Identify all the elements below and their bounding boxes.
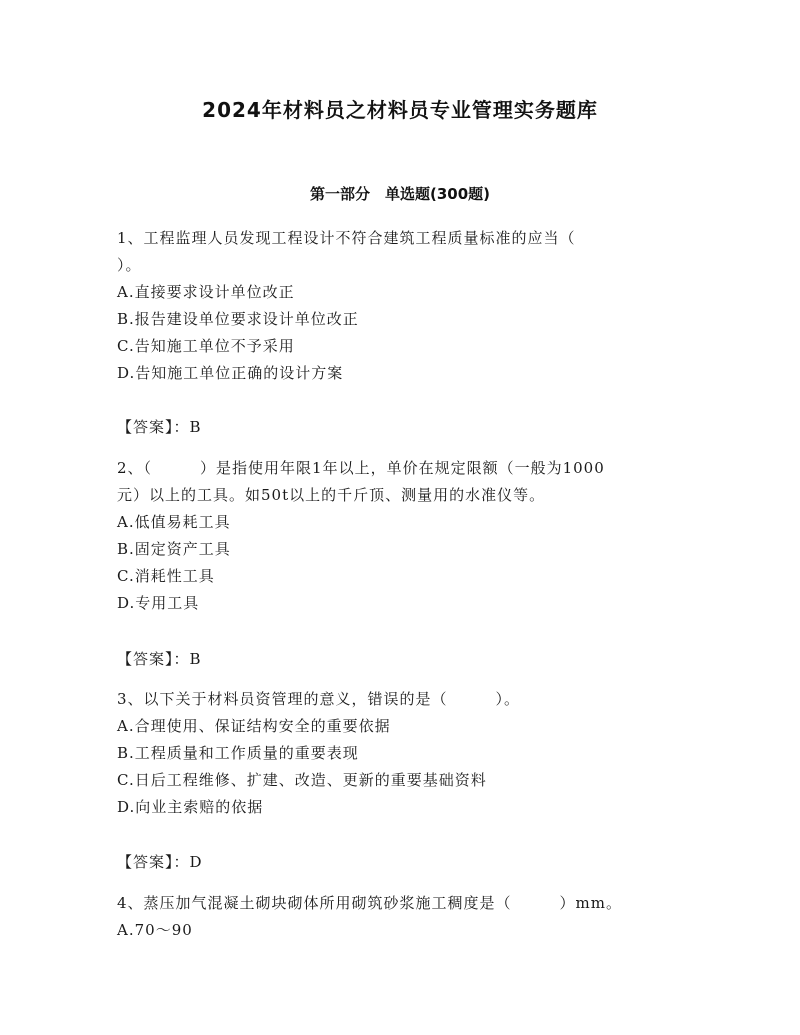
question-2-option-c: C.消耗性工具 — [117, 567, 215, 585]
question-3-option-b: B.工程质量和工作质量的重要表现 — [117, 744, 359, 762]
question-1-stem-line-1: 1、工程监理人员发现工程设计不符合建筑工程质量标准的应当（ — [117, 229, 576, 247]
question-3-answer: 【答案】：D — [117, 853, 203, 871]
question-2-option-a: A.低值易耗工具 — [117, 513, 231, 531]
question-2-stem-line-2: 元）以上的工具。如50t以上的千斤顶、测量用的水准仪等。 — [117, 486, 546, 504]
section-heading: 第一部分 单选题(300题) — [309, 185, 491, 203]
question-4-option-a: A.70～90 — [117, 921, 193, 939]
question-3-option-a: A.合理使用、保证结构安全的重要依据 — [117, 717, 391, 735]
question-3-stem-line-1: 3、以下关于材料员资管理的意义，错误的是（ ）。 — [117, 690, 521, 708]
question-1-option-c: C.告知施工单位不予采用 — [117, 337, 295, 355]
document-title: 2024年材料员之材料员专业管理实务题库 — [202, 98, 598, 122]
question-2-answer: 【答案】：B — [117, 650, 202, 668]
question-1-option-a: A.直接要求设计单位改正 — [117, 283, 295, 301]
question-4-stem-line-1: 4、蒸压加气混凝土砌块砌体所用砌筑砂浆施工稠度是（ ）mm。 — [117, 894, 622, 912]
question-2-stem-line-1: 2、（ ）是指使用年限1年以上，单价在规定限额（一般为1000 — [117, 459, 605, 477]
question-1-option-b: B.报告建设单位要求设计单位改正 — [117, 310, 359, 328]
question-1-answer: 【答案】：B — [117, 418, 202, 436]
question-3-option-d: D.向业主索赔的依据 — [117, 798, 264, 816]
question-3-option-c: C.日后工程维修、扩建、改造、更新的重要基础资料 — [117, 771, 487, 789]
question-1-stem-line-2: ）。 — [117, 256, 142, 274]
question-1-option-d: D.告知施工单位正确的设计方案 — [117, 364, 344, 382]
question-2-option-b: B.固定资产工具 — [117, 540, 231, 558]
question-2-option-d: D.专用工具 — [117, 594, 200, 612]
